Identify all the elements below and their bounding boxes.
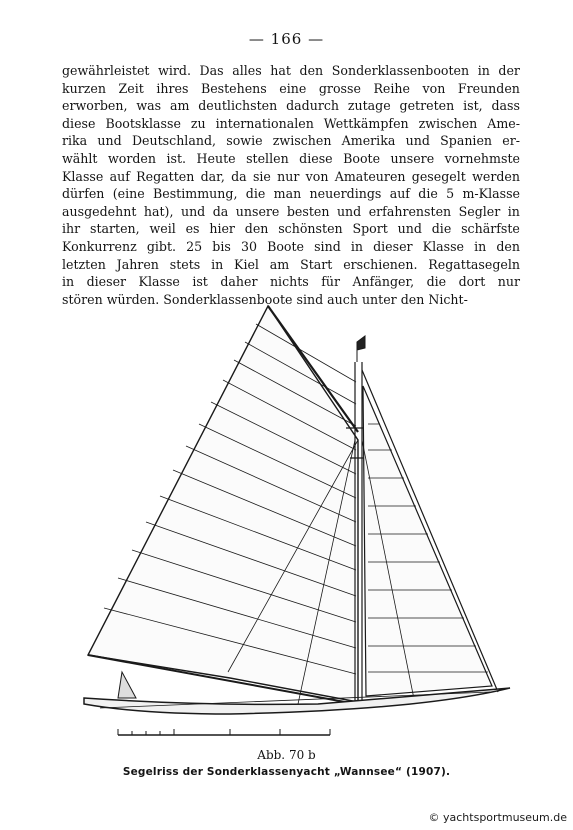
text-line: Konkurrenz gibt. 25 bis 30 Boote sind in dieser Klasse in den [62,238,520,254]
figure-number: Abb. 70 b [257,748,316,762]
text-line: in dieser Klasse ist daher nichts für Anfänger, die dort nur [62,274,520,290]
scale-ticks [118,729,330,735]
body-text [62,62,520,308]
text-line: gewährleistet wird. Das alles hat den Sonderklassenbooten in der [62,63,520,78]
text-line: rika und Deutschland, sowie zwischen Amerika und Spanien er- [62,133,520,149]
page-number: — 166 — [248,30,325,48]
rudder [118,672,136,698]
text-line: ihr starten, weil es hier den schönsten Sport und die schärfste [62,221,520,237]
text-line: stören würden. Sonderklassenboote sind auch unter den Nicht- [62,291,468,307]
text-line: kurzen Zeit ihres Bestehens eine grosse Reihe von Freunden [62,80,520,96]
sail-plan-drawing [80,300,520,745]
text-line: diese Bootsklasse zu internationalen Wettkämpfen zwischen Ame- [62,115,520,131]
text-line: Klasse auf Regatten dar, da sie nur von Amateuren gesegelt werden [62,168,520,184]
text-line: dürfen (eine Bestimmung, die man neuerdings auf die 5 m-Klasse [62,186,520,202]
mainsail-outline [88,306,358,702]
masthead-flag [357,336,365,362]
copyright-watermark: © yachtsportmuseum.de [428,811,567,824]
text-line: ausgedehnt hat), und da unsere besten und erfahrensten Segler in [62,203,520,219]
text-line: letzten Jahren stets in Kiel am Start erschienen. Regattasegeln [62,256,520,272]
text-line: wählt worden ist. Heute stellen diese Boote unsere vornehmste [62,150,520,166]
figure-caption: Segelriss der Sonderklassenyacht „Wannsee“ (1907). [122,766,451,778]
hull [84,688,510,714]
text-line: erworben, was am deutlichsten dadurch zutage getreten ist, dass [62,98,520,114]
